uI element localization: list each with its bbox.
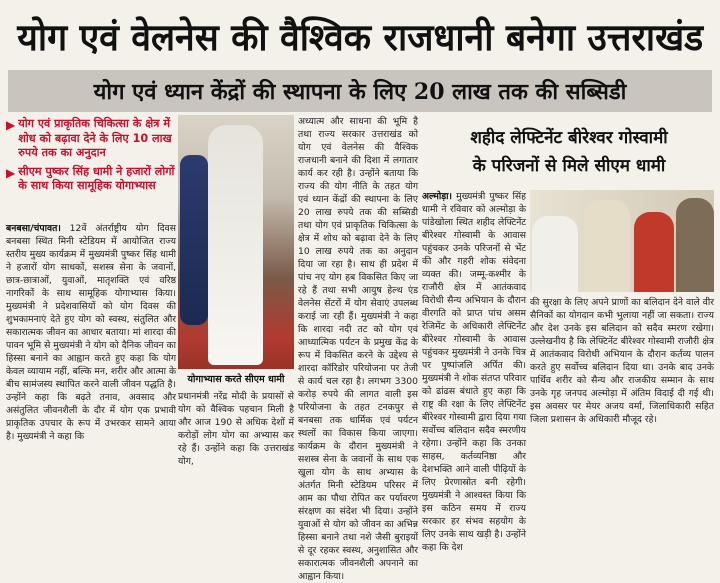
photo-caption-text: योगाभ्यास करते सीएम धामी [187, 373, 285, 385]
story2-headline [422, 116, 716, 188]
photo-person-figure [532, 216, 578, 292]
photo-person-figure [676, 198, 714, 292]
story1-col1-text: 12वें अंतर्राष्ट्रीय योग दिवस बनबसा स्थित मिनी स्टेडियम में आयोजित राज्य स्तरीय मुख्य कार्यक्रम में मुख्यमंत्री पुष्कर सिंह धामी ने हजारों योग साधकों, सशस्त्र सेना के जवानों, छात्र-छात्राओं, युवाओं, मातृशक्ति एवं वरिष्ठ नागरिकों के साथ सामूहिक योगाभ्यास किया। मुख्यमंत्री ने प्रदेशवासियों को योग दिवस की शुभकामनाएं देते हुए योग को स्वस्थ, संतुलित और सकारात्मक जीवन का आधार बताया। मां शारदा की पावन भूमि से मुख्यमंत्री ने योग को दैनिक जीवन का हिस्सा बनाने का आह्वान करते हुए कहा कि योग केवल व्यायाम नहीं, बल्कि मन, शरीर और आत्मा के बीच सामंजस्य स्थापित करने वाली जीवन पद्धति है। उन्होंने कहा कि बढ़ते तनाव, अवसाद और असंतुलित जीवनशैली के दौर में योग एक प्रभावी प्राकृतिक उपचार के रूप में उभरकर सामने आया है। मुख्यमंत्री ने कहा कि [6, 223, 176, 442]
story2-column-2 [530, 296, 714, 436]
photo-caption [178, 369, 294, 387]
main-headline-text: योग एवं वेलनेस की वैश्विक राजधानी बनेगा उत्तराखंड [17, 14, 703, 59]
story1-column-2 [298, 115, 418, 582]
main-headline [0, 0, 720, 70]
story2-dateline: अल्मोड़ा। [422, 191, 452, 202]
bullet-text: योग एवं प्राकृतिक चिकित्सा के क्षेत्र में शोध को बढ़ावा देने के लिए 10 लाख रुपये तक का अनुदान [18, 117, 172, 159]
photo-person-figure [634, 212, 674, 292]
family-meeting-photo [530, 190, 714, 292]
story2-col3-text: मुख्यमंत्री पुष्कर सिंह धामी ने रविवार को अल्मोड़ा के पांडेखोला स्थित शहीद लेफ्टिनेंट बीरेश्वर गोस्वामी के आवास पहुंचकर उनके परिजनों से भेंट की और गहरी शोक संवेदना व्यक्त की। जम्मू-कश्मीर के राजौरी क्षेत्र में आतंकवाद विरोधी सैन्य अभियान के दौरान वीरगति को प्राप्त पांच असम रेजिमेंट के अधिकारी लेफ्टिनेंट बीरेश्वर गोस्वामी के आवास पहुंचकर मुख्यमंत्री ने उनके चित्र पर पुष्पांजलि अर्पित की। मुख्यमंत्री ने शोक संतप्त परिवार को ढांढस बंधाते हुए कहा कि राष्ट्र की रक्षा के लिए लेफ्टिनेंट बीरेश्वर गोस्वामी द्वारा दिया गया सर्वोच्च बलिदान सदैव स्मरणीय रहेगा। उन्होंने कहा कि उनका साहस, कर्तव्यनिष्ठा और देशभक्ति आने वाली पीढ़ियों के लिए प्रेरणास्रोत बनी रहेगी। मुख्यमंत्री ने आश्वस्त किया कि इस कठिन समय में राज्य सरकार हर संभव सहयोग के लिए उनके साथ खड़ी है। उन्होंने कहा कि देश [422, 191, 527, 553]
triangle-bullet-icon: ▶ [6, 165, 16, 180]
story2-headline-line1: शहीद लेफ्टिनेंट बीरेश्वर गोस्वामी [470, 128, 668, 148]
triangle-bullet-icon: ▶ [6, 118, 16, 132]
photo-person-figure [180, 155, 208, 325]
subheadline-banner [8, 70, 712, 112]
story2-col4-text: की सुरक्षा के लिए अपने प्राणों का बलिदान देने वाले वीर सैनिकों का योगदान कभी भुलाया नहीं जा सकता। राज्य और देश उनके इस बलिदान को सदैव स्मरण रखेगा। उल्लेखनीय है कि लेफ्टिनेंट बीरेश्वर गोस्वामी राजौरी क्षेत्र में आतंकवाद विरोधी अभियान के दौरान कर्तव्य पालन करते हुए सर्वोच्च बलिदान दिया था। उनके बाद उनके पार्थिव शरीर को सैन्य और राजकीय सम्मान के साथ उनके गृह जनपद अल्मोड़ा में अंतिम विदाई दी गई थी। इस अवसर पर मेयर अजय वर्मा, जिलाधिकारी सहित जिला प्रशासन के अधिकारी मौजूद रहे। [530, 297, 714, 425]
highlight-bullets [6, 117, 176, 198]
photo-person-figure [584, 200, 630, 292]
photo-cm-figure [208, 125, 263, 365]
story1-col2-text: अध्यात्म और साधना की भूमि है तथा राज्य सरकार उत्तराखंड को योग एवं वेलनेस की वैश्विक राजधानी बनाने की दिशा में लगातार कार्य कर रही है। उन्होंने बताया कि राज्य की योग नीति के तहत योग एवं ध्यान केंद्रों की स्थापना के लिए 20 लाख रुपये तक की सब्सिडी तथा योग एवं प्राकृतिक चिकित्सा के क्षेत्र में शोध को बढ़ावा देने के लिए 10 लाख रुपये तक का अनुदान दिया जा रहा है। साथ ही प्रदेश में पांच नए योग हब विकसित किए जा रहे हैं तथा सभी आयुष हेल्थ एंड वेलनेस सेंटरों में योग सेवाएं उपलब्ध कराई जा रही हैं। मुख्यमंत्री ने कहा कि शारदा नदी तट को योग एवं आध्यात्मिक पर्यटन के प्रमुख केंद्र के रूप में विकसित करने के उद्देश्य से शारदा कॉरिडोर परियोजना पर तेजी से कार्य चल रहा है। लगभग 3300 करोड़ रुपये की लागत वाली इस परियोजना के तहत टनकपुर से बनबसा तक धार्मिक एवं पर्यटन स्थलों का विकास किया जाएगा। कार्यक्रम के दौरान मुख्यमंत्री ने सशस्त्र सेना के जवानों के साथ एक खुला योग के साथ अभ्यास के अंतर्गत मिनी स्टेडियम परिसर में आम का पौधा रोपित कर पर्यावरण संरक्षण का संदेश भी दिया। उन्होंने युवाओं से योग को जीवन का अभिन्न हिस्सा बनाने तथा नशे जैसी बुराइयों से दूर रहकर स्वस्थ, अनुशासित और सकारात्मक जीवनशैली अपनाने का आह्वान किया। [298, 116, 418, 582]
bullet-item [6, 117, 176, 161]
story2-column-1 [422, 190, 527, 553]
bullet-item [6, 165, 176, 194]
story1-column-1b [178, 390, 294, 467]
story2-headline-line2: के परिजनों से मिले सीएम धामी [472, 156, 666, 176]
story1-dateline: बनबसा/चंपावत। [6, 223, 61, 234]
story1-col1b-text: प्रधानमंत्री नरेंद्र मोदी के प्रयासों से योग को वैश्विक पहचान मिली है और आज 190 से अधिक देशों में करोड़ों लोग योग का अभ्यास कर रहे हैं। उन्होंने कहा कि उत्तराखंड योग, [178, 391, 294, 467]
bullet-text: सीएम पुष्कर सिंह धामी ने हजारों लोगों के साथ किया सामूहिक योगाभ्यास [18, 164, 175, 192]
yoga-photo [178, 115, 294, 387]
subheadline-text: योग एवं ध्यान केंद्रों की स्थापना के लिए 20 लाख तक की सब्सिडी [93, 79, 627, 105]
story1-column-1 [6, 222, 176, 442]
